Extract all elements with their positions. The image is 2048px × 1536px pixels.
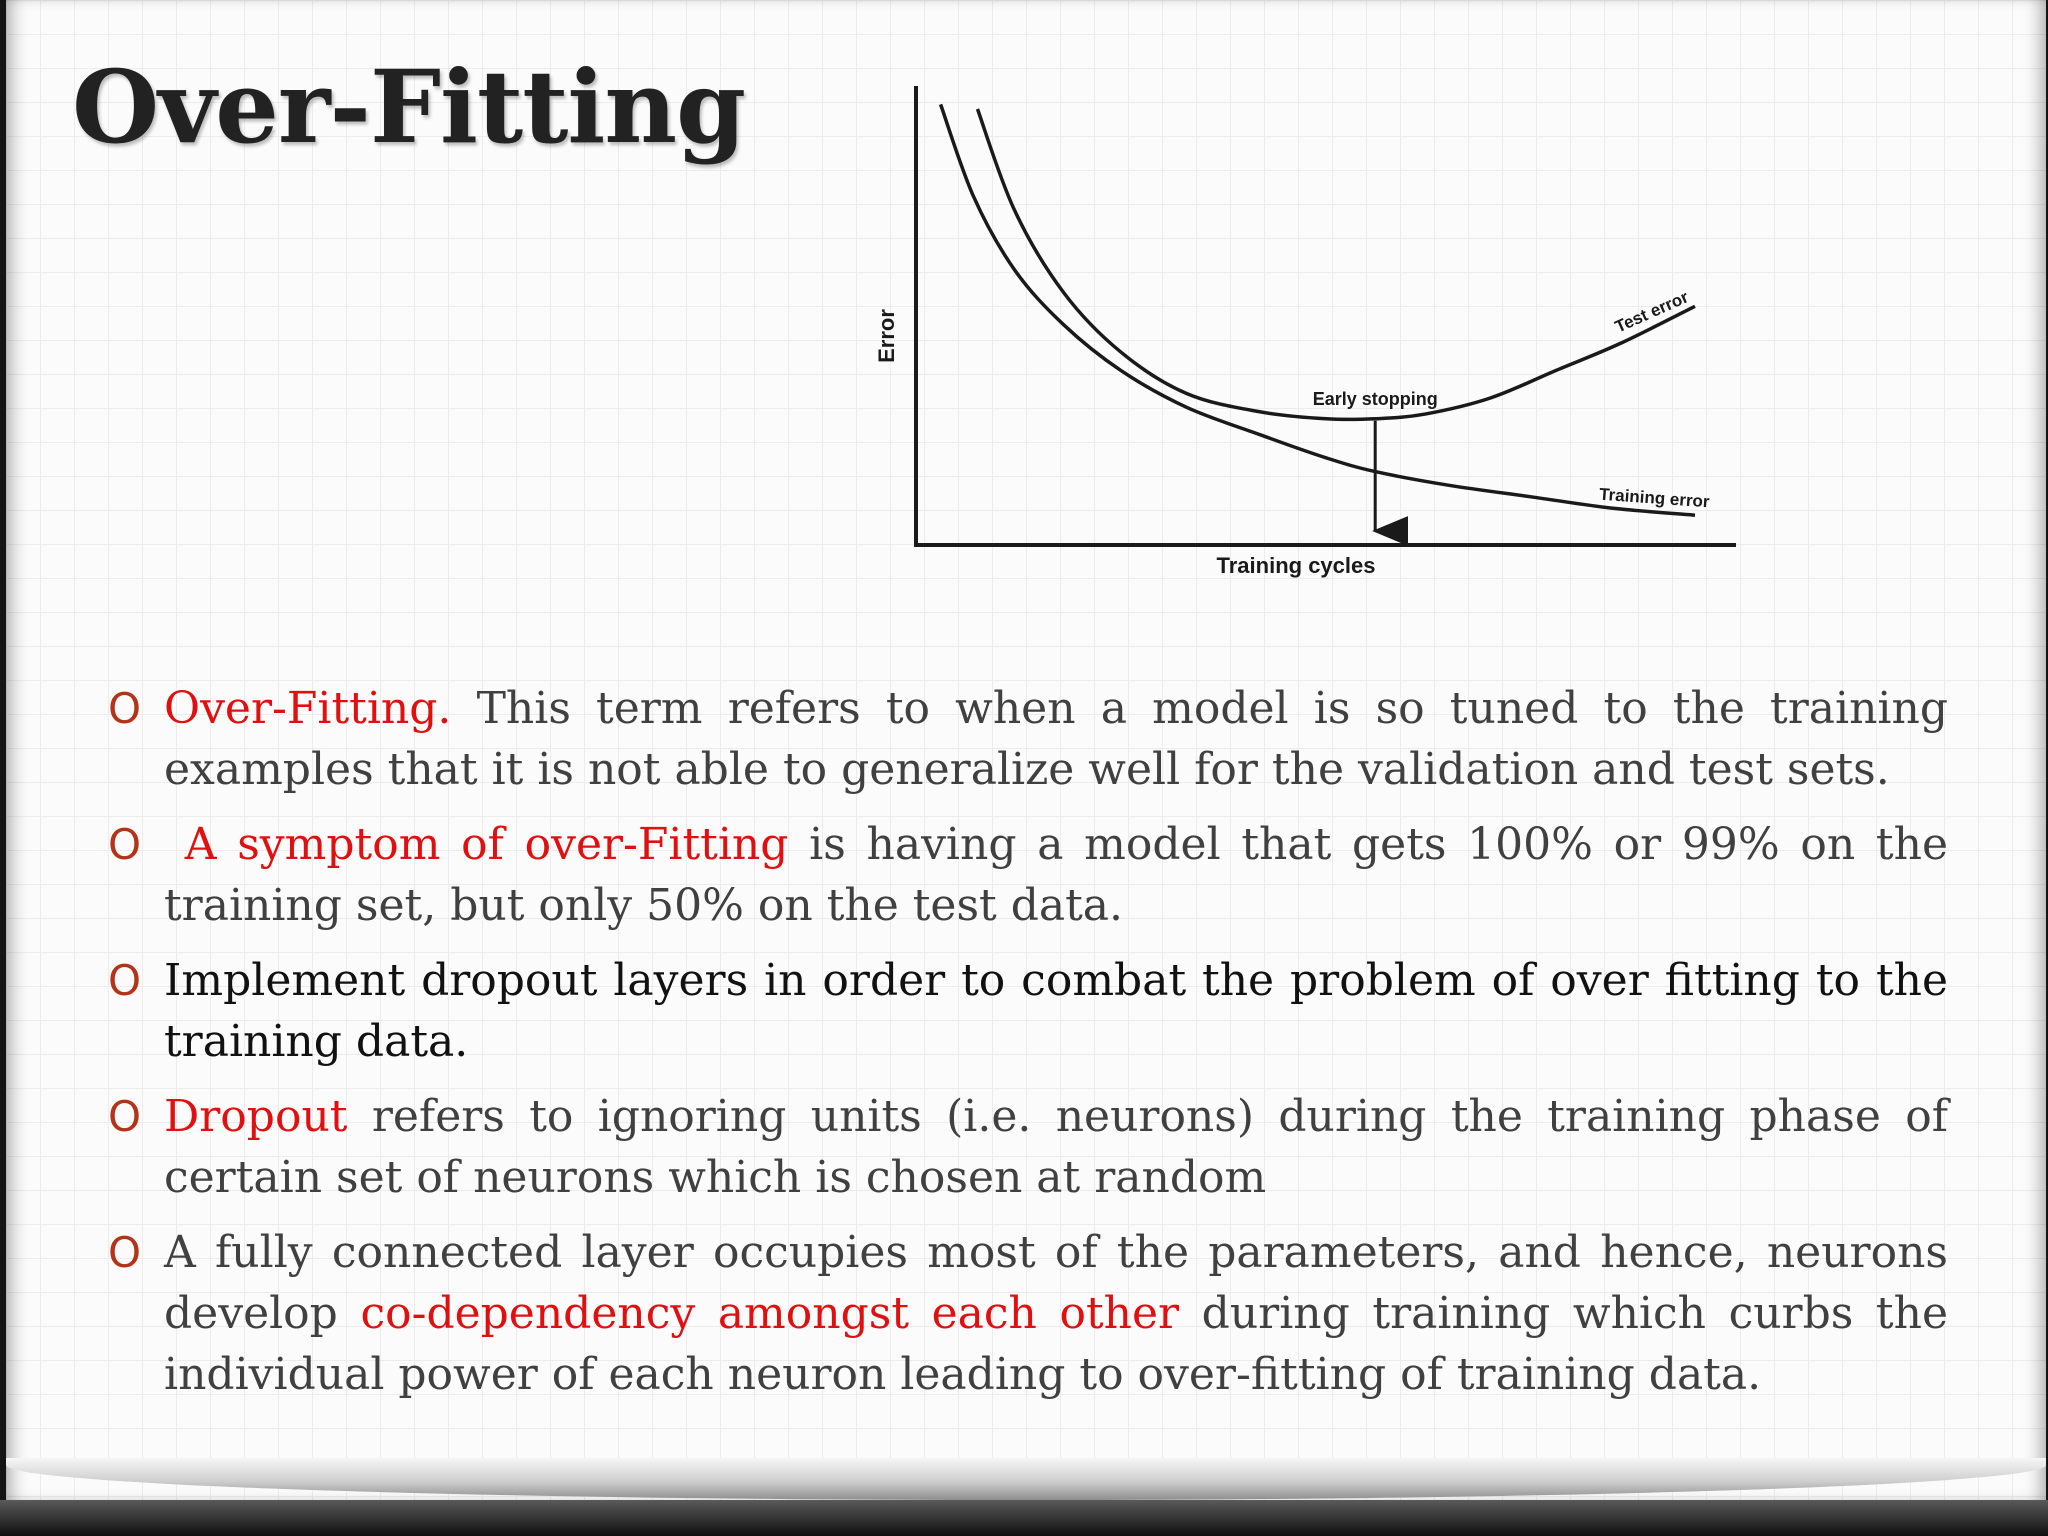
bullet-marker: O bbox=[108, 956, 142, 1005]
bullet-item-dropout-layers bbox=[106, 950, 1948, 1072]
bullet-text: Implement dropout layers in order to combat the problem of over fitting to the training data. bbox=[164, 955, 1948, 1067]
slide-base-bar bbox=[0, 1500, 2048, 1536]
x-axis-label: Training cycles bbox=[1216, 553, 1376, 578]
slide bbox=[6, 0, 2046, 1500]
bullet-marker: O bbox=[108, 1228, 142, 1277]
early-stopping-label: Early stopping bbox=[1312, 388, 1438, 409]
bullet-text: This term refers to when a model is so tuned to the training examples that it is not able to generalize well for the validation and test sets. bbox=[164, 683, 1948, 795]
training-error-label: Training error bbox=[1598, 484, 1711, 512]
bullet-marker: O bbox=[108, 1092, 142, 1141]
bullet-text-after: during training which curbs the individual power of each neuron leading to over-fitting of training data. bbox=[164, 1288, 1948, 1400]
bullet-item-co-dependency bbox=[106, 1222, 1948, 1405]
y-axis-label: Error bbox=[874, 309, 899, 363]
test-error-line bbox=[978, 109, 1696, 419]
bullet-item-overfitting-symptom bbox=[106, 814, 1948, 936]
term-highlight: co-dependency amongst each other bbox=[360, 1288, 1180, 1339]
test-error-label: Test error bbox=[1612, 287, 1692, 337]
term-highlight: Over-Fitting. bbox=[164, 683, 452, 734]
term-highlight: A symptom of over-Fitting bbox=[164, 819, 789, 870]
error-chart bbox=[856, 70, 1746, 590]
slide-page-curl bbox=[6, 1458, 2046, 1500]
bullet-item-dropout-definition bbox=[106, 1086, 1948, 1208]
training-error-line bbox=[941, 104, 1695, 515]
bullet-text: is having a model that gets 100% or 99% on the training set, but only 50% on the test data. bbox=[164, 819, 1948, 931]
bullet-marker: O bbox=[108, 820, 142, 869]
bullet-marker: O bbox=[108, 684, 142, 733]
bullet-item-overfitting-definition bbox=[106, 678, 1948, 800]
term-highlight: Dropout bbox=[164, 1091, 348, 1142]
bullet-list bbox=[106, 678, 1948, 1419]
slide-title: Over-Fitting bbox=[72, 48, 746, 166]
bullet-text: refers to ignoring units (i.e. neurons) during the training phase of certain set of neurons which is chosen at random bbox=[164, 1091, 1948, 1203]
bullet-text-before: A fully connected layer occupies most of the parameters, and hence, neurons develop bbox=[164, 1227, 1948, 1339]
